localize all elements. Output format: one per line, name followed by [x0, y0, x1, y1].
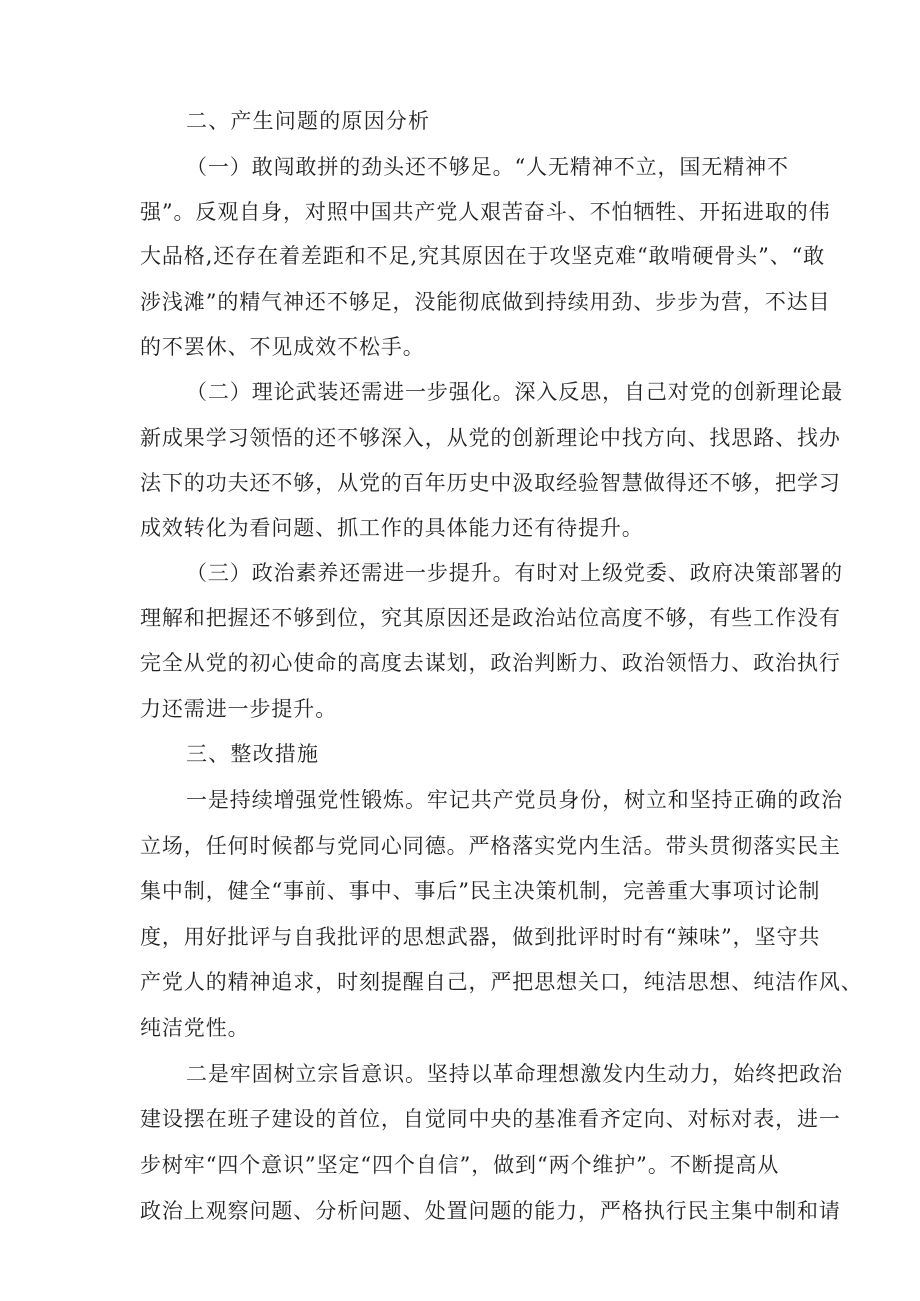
paragraph-1-line-2: 强”。反观自身，对照中国共产党人艰苦奋斗、不怕牺牲、开拓进取的伟 [140, 200, 831, 224]
paragraph-5-line-3: 步树牢“四个意识”坚定“四个自信”，做到“两个维护”。不断提高从 [140, 1153, 780, 1177]
paragraph-4-line-5: 产党人的精神追求，时刻提醒自己，严把思想关口，纯洁思想、纯洁作风、 [140, 970, 863, 994]
paragraph-2-line-2: 新成果学习领悟的还不够深入，从党的创新理论中找方向、找思路、找办 [140, 426, 841, 450]
paragraph-3-line-3: 完全从党的初心使命的高度去谋划，政治判断力、政治领悟力、政治执行 [140, 651, 841, 675]
paragraph-1-line-5: 的不罢休、不见成效不松手。 [140, 335, 425, 359]
paragraph-4-line-1: 一是持续增强党性锻炼。牢记共产党员身份，树立和坚持正确的政治 [186, 788, 843, 812]
paragraph-2-line-4: 成效转化为看问题、抓工作的具体能力还有待提升。 [140, 516, 644, 540]
paragraph-2-line-3: 法下的功夫还不够，从党的百年历史中汲取经验智慧做得还不够，把学习 [140, 471, 841, 495]
paragraph-4-line-4: 度，用好批评与自我批评的思想武器，做到批评时时有“辣味”，坚守共 [140, 925, 821, 949]
paragraph-3-line-2: 理解和把握还不够到位，究其原因还是政治站位高度不够，有些工作没有 [140, 606, 841, 630]
section-heading-measures: 三、整改措施 [186, 742, 320, 766]
paragraph-5-line-2: 建设摆在班子建设的首位，自觉同中央的基准看齐定向、对标对表，进一 [140, 1107, 841, 1131]
paragraph-1-line-4: 涉浅滩”的精气神还不够足，没能彻底做到持续用劲、步步为营，不达目 [140, 290, 831, 314]
paragraph-4-line-2: 立场，任何时候都与党同心同德。严格落实党内生活。带头贯彻落实民主 [140, 834, 841, 858]
paragraph-1-line-1: （一）敢闯敢拼的劲头还不够足。“人无精神不立，国无精神不 [186, 155, 789, 179]
paragraph-5-line-4: 政治上观察问题、分析问题、处置问题的能力，严格执行民主集中制和请 [140, 1199, 841, 1223]
paragraph-3-line-4: 力还需进一步提升。 [140, 697, 338, 721]
paragraph-4-line-3: 集中制，健全“事前、事中、事后”民主决策机制，完善重大事项讨论制 [140, 879, 821, 903]
paragraph-5-line-1: 二是牢固树立宗旨意识。坚持以革命理想激发内生动力，始终把政治 [186, 1062, 843, 1086]
paragraph-4-line-6: 纯洁党性。 [140, 1016, 250, 1040]
paragraph-2-line-1: （二）理论武装还需进一步强化。深入反思，自己对党的创新理论最 [186, 380, 843, 404]
section-heading-causes: 二、产生问题的原因分析 [186, 109, 431, 133]
paragraph-3-line-1: （三）政治素养还需进一步提升。有时对上级党委、政府决策部署的 [186, 561, 843, 585]
paragraph-1-line-3: 大品格,还存在着差距和不足,究其原因在于攻坚克难“敢啃硬骨头”、“敢 [140, 244, 826, 268]
